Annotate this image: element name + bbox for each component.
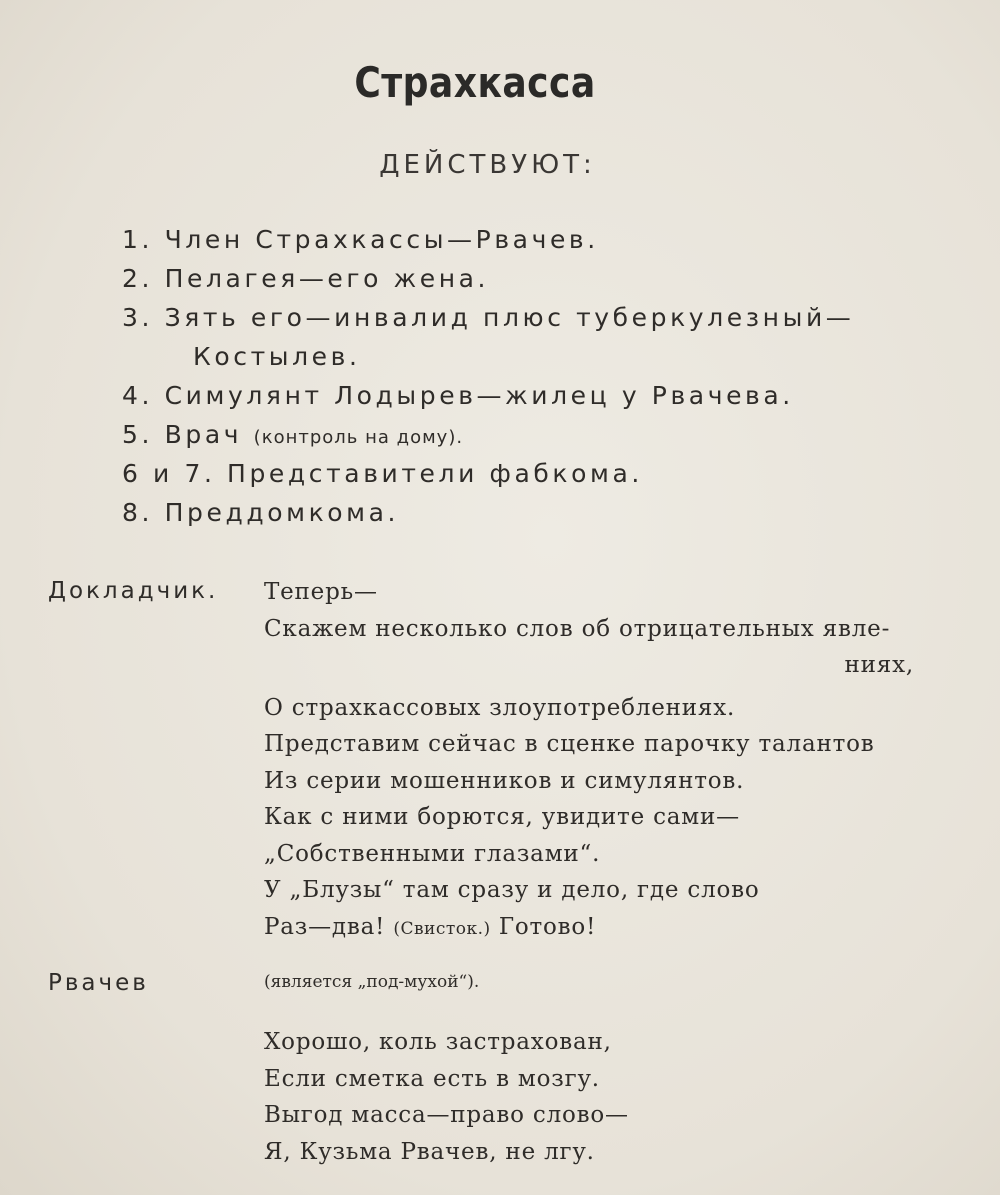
verse-line: Скажем несколько слов об отрицательных явле-	[264, 615, 891, 642]
verse-line: Выгод масса—право слово—	[264, 1102, 629, 1128]
verse-block	[264, 1024, 914, 1170]
cast-list	[122, 220, 854, 532]
verse-block	[264, 574, 914, 945]
cast-item	[122, 415, 854, 454]
verse-line: „Собственными глазами“.	[264, 840, 601, 867]
cast-item-name: 5. Врач	[122, 420, 243, 449]
verse-line: Представим сейчас в сценке парочку талантов	[264, 731, 875, 757]
verse-line: Из серии мошенников и симулянтов.	[264, 767, 745, 794]
cast-item: 3. Зять его—инвалид плюс туберкулезный—	[122, 303, 855, 332]
verse-line: Как с ними борются, увидите сами—	[264, 804, 740, 830]
cast-item: 4. Симулянт Лодырев—жилец у Рвачева.	[122, 381, 794, 410]
cast-item: 1. Член Страхкассы—Рвачев.	[122, 225, 599, 254]
cast-item: 6 и 7. Представители фабкома.	[122, 459, 643, 488]
cast-item-note: (контроль на дому).	[253, 427, 464, 448]
verse-line: Я, Кузьма Рвачев, не лгу.	[264, 1138, 595, 1165]
cast-item-continuation: Костылев.	[193, 342, 361, 371]
verse-line: О страхкассовых злоупотреблениях.	[264, 694, 736, 721]
verse-line	[264, 909, 914, 946]
verse-text: Раз—два!	[264, 913, 386, 940]
verse-line: Теперь—	[264, 579, 378, 605]
verse-line: Если сметка есть в мозгу.	[264, 1065, 600, 1092]
stage-direction: (Свисток.)	[393, 918, 491, 939]
verse-text: Готово!	[498, 913, 597, 940]
cast-heading: ДЕЙСТВУЮТ:	[379, 150, 596, 180]
cast-item: 8. Преддомкома.	[122, 498, 400, 527]
stage-direction: (является „под-мухой“).	[264, 972, 480, 992]
verse-line: Хорошо, коль застрахован,	[264, 1029, 612, 1055]
verse-line: ниях,	[844, 652, 914, 678]
speaker-name: Докладчик.	[48, 578, 219, 604]
cast-item: 2. Пелагея—его жена.	[122, 264, 490, 293]
verse-line: У „Блузы“ там сразу и дело, где слово	[264, 877, 760, 903]
page-title: Страхкасса	[354, 58, 596, 107]
speaker-name: Рвачев	[48, 970, 149, 996]
